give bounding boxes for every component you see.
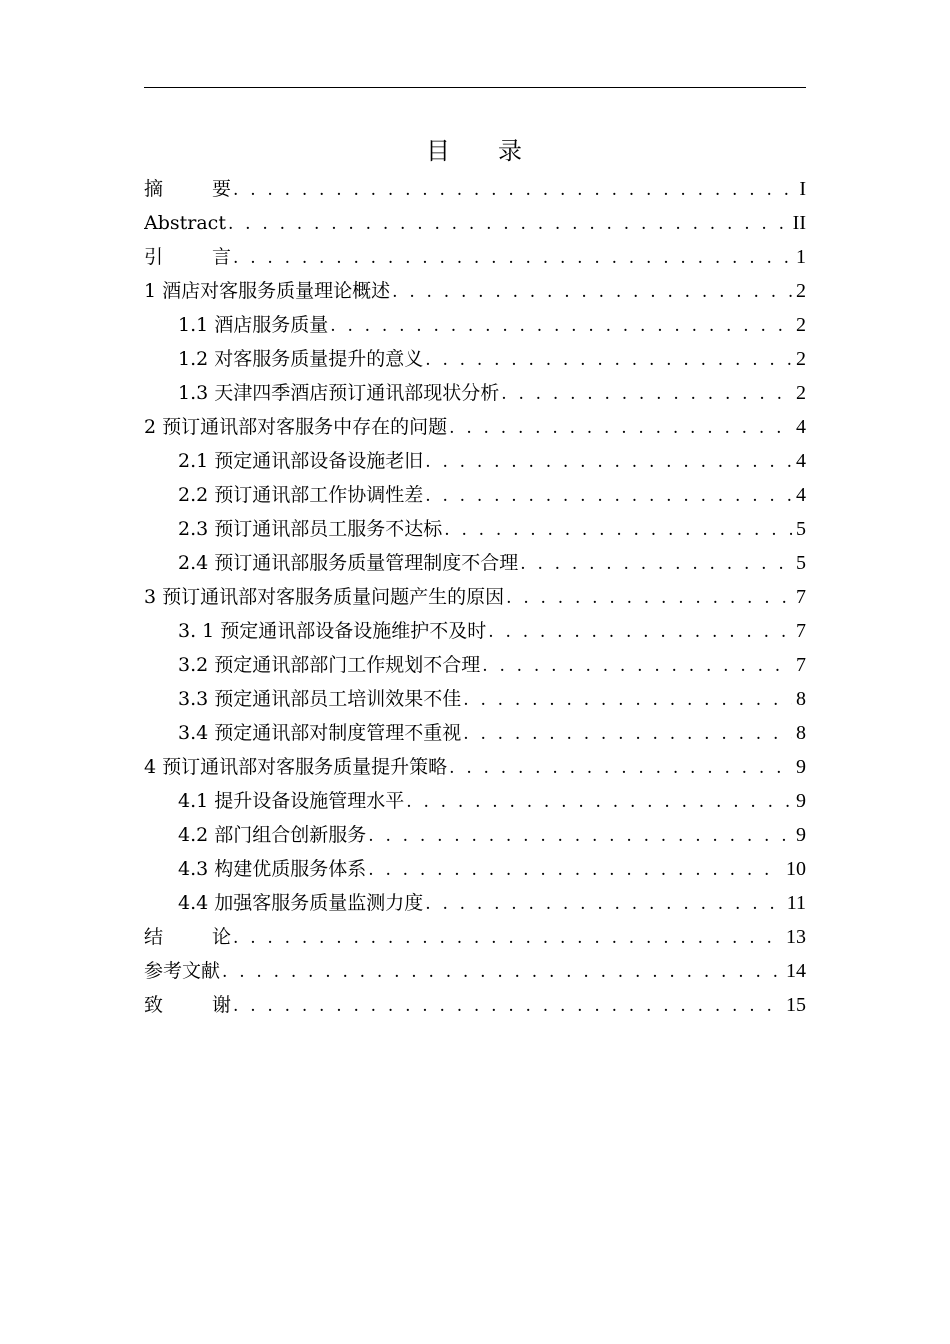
toc-entry-label [144, 988, 231, 1022]
toc-dot-leader [392, 275, 792, 308]
toc-entry-label: 2.4 预订通讯部服务质量管理制度不合理 [178, 552, 519, 574]
toc-dot-leader [233, 241, 792, 274]
toc-dot-leader [482, 649, 792, 682]
toc-entry[interactable] [144, 920, 806, 954]
toc-entry[interactable] [144, 988, 806, 1022]
toc-dot-leader [425, 479, 792, 512]
toc-entry[interactable] [144, 818, 806, 852]
toc-dot-leader [449, 411, 792, 444]
toc-entry-label: 3.4 预定通讯部对制度管理不重视 [178, 722, 462, 744]
toc-dot-leader [444, 513, 792, 546]
toc-entry-label [144, 240, 231, 274]
page-title-char-2: 录 [498, 137, 524, 165]
toc-entry-page-number: 2 [796, 280, 806, 302]
toc-entry-label: 3. 1 预定通讯部设备设施维护不及时 [178, 620, 487, 642]
toc-entry-label: 1.2 对客服务质量提升的意义 [178, 348, 424, 370]
toc-entry-page-number: 9 [796, 756, 806, 778]
toc-entry-page-number: 7 [796, 654, 806, 676]
toc-dot-leader [222, 955, 782, 988]
toc-entry-page-number: 8 [796, 688, 806, 710]
toc-entry-label: 3.3 预定通讯部员工培训效果不佳 [178, 688, 462, 710]
toc-entry-label-char: 致 [144, 994, 164, 1016]
toc-entry-page-number: 5 [796, 552, 806, 574]
toc-dot-leader [425, 887, 782, 920]
toc-entry-page-number: II [792, 212, 806, 234]
toc-entry-page-number: 4 [796, 450, 806, 472]
toc-entry-page-number: 11 [786, 892, 806, 914]
toc-entry[interactable] [144, 478, 806, 512]
toc-entry-page-number: 7 [796, 620, 806, 642]
toc-entry-label: Abstract [144, 212, 226, 234]
toc-entry-label: 3.2 预定通讯部部门工作规划不合理 [178, 654, 481, 676]
toc-dot-leader [425, 445, 792, 478]
toc-dot-leader [501, 377, 792, 410]
toc-entry-page-number: 13 [786, 926, 806, 948]
toc-dot-leader [233, 173, 795, 206]
toc-entry-label [144, 172, 231, 206]
toc-entry[interactable] [144, 172, 806, 206]
toc-entry[interactable] [144, 546, 806, 580]
toc-entry[interactable] [144, 886, 806, 920]
toc-entry-label: 1.1 酒店服务质量 [178, 314, 329, 336]
toc-entry[interactable] [144, 240, 806, 274]
toc-dot-leader [368, 819, 792, 852]
toc-entry-label [144, 920, 231, 954]
toc-entry-label: 4.4 加强客服务质量监测力度 [178, 892, 424, 914]
toc-dot-leader [233, 921, 782, 954]
toc-entry-label: 4.3 构建优质服务体系 [178, 858, 367, 880]
toc-dot-leader [506, 581, 792, 614]
toc-entry[interactable] [144, 444, 806, 478]
toc-entry[interactable] [144, 648, 806, 682]
toc-entry-page-number: 5 [796, 518, 806, 540]
toc-dot-leader [463, 717, 792, 750]
toc-entry[interactable] [144, 410, 806, 444]
table-of-contents [144, 172, 806, 1022]
toc-entry-page-number: 1 [796, 246, 806, 268]
toc-entry-label: 2.2 预订通讯部工作协调性差 [178, 484, 424, 506]
toc-entry-label-char: 论 [212, 926, 232, 948]
toc-dot-leader [449, 751, 792, 784]
toc-dot-leader [368, 853, 782, 886]
toc-entry-page-number: 8 [796, 722, 806, 744]
toc-entry[interactable] [144, 274, 806, 308]
toc-entry-label: 4.1 提升设备设施管理水平 [178, 790, 405, 812]
toc-dot-leader [425, 343, 792, 376]
toc-dot-leader [463, 683, 792, 716]
toc-entry-label-char: 摘 [144, 178, 164, 200]
toc-dot-leader [330, 309, 792, 342]
toc-entry[interactable] [144, 954, 806, 988]
toc-dot-leader [228, 207, 789, 240]
toc-entry-label: 1 酒店对客服务质量理论概述 [144, 280, 391, 302]
toc-entry-page-number: 4 [796, 416, 806, 438]
toc-entry-label-char: 谢 [212, 994, 232, 1016]
toc-entry-page-number: 2 [796, 382, 806, 404]
toc-entry-label: 1.3 天津四季酒店预订通讯部现状分析 [178, 382, 500, 404]
toc-entry-page-number: 9 [796, 790, 806, 812]
page-title-char-1: 目 [426, 137, 452, 165]
toc-entry-label: 4.2 部门组合创新服务 [178, 824, 367, 846]
toc-entry-label-char: 要 [212, 178, 232, 200]
toc-entry[interactable] [144, 376, 806, 410]
toc-dot-leader [233, 989, 782, 1022]
toc-entry[interactable] [144, 614, 806, 648]
header-rule [144, 87, 806, 88]
toc-entry[interactable] [144, 308, 806, 342]
toc-entry-label: 2.1 预定通讯部设备设施老旧 [178, 450, 424, 472]
toc-entry-page-number: 10 [786, 858, 806, 880]
toc-entry-label: 参考文献 [144, 960, 221, 982]
toc-entry-label: 2.3 预订通讯部员工服务不达标 [178, 518, 443, 540]
toc-entry[interactable] [144, 512, 806, 546]
toc-entry[interactable] [144, 682, 806, 716]
toc-entry-page-number: 4 [796, 484, 806, 506]
toc-entry-label-char: 引 [144, 246, 164, 268]
toc-entry-label: 2 预订通讯部对客服务中存在的问题 [144, 416, 448, 438]
toc-dot-leader [520, 547, 792, 580]
toc-entry[interactable] [144, 206, 806, 240]
toc-entry-page-number: 2 [796, 348, 806, 370]
toc-entry-page-number: 2 [796, 314, 806, 336]
toc-entry-page-number: 9 [796, 824, 806, 846]
toc-entry-page-number: 7 [796, 586, 806, 608]
toc-entry-page-number: I [799, 178, 806, 200]
toc-entry-label: 3 预订通讯部对客服务质量问题产生的原因 [144, 586, 505, 608]
toc-entry[interactable] [144, 852, 806, 886]
toc-entry-label: 4 预订通讯部对客服务质量提升策略 [144, 756, 448, 778]
toc-entry[interactable] [144, 750, 806, 784]
toc-entry-page-number: 14 [786, 960, 806, 982]
toc-entry-label-char: 结 [144, 926, 164, 948]
toc-dot-leader [406, 785, 792, 818]
toc-entry[interactable] [144, 580, 806, 614]
toc-entry-label-char: 言 [212, 246, 232, 268]
toc-entry[interactable] [144, 716, 806, 750]
toc-entry[interactable] [144, 342, 806, 376]
page-title [0, 134, 950, 168]
toc-entry[interactable] [144, 784, 806, 818]
toc-dot-leader [488, 615, 792, 648]
toc-entry-page-number: 15 [786, 994, 806, 1016]
